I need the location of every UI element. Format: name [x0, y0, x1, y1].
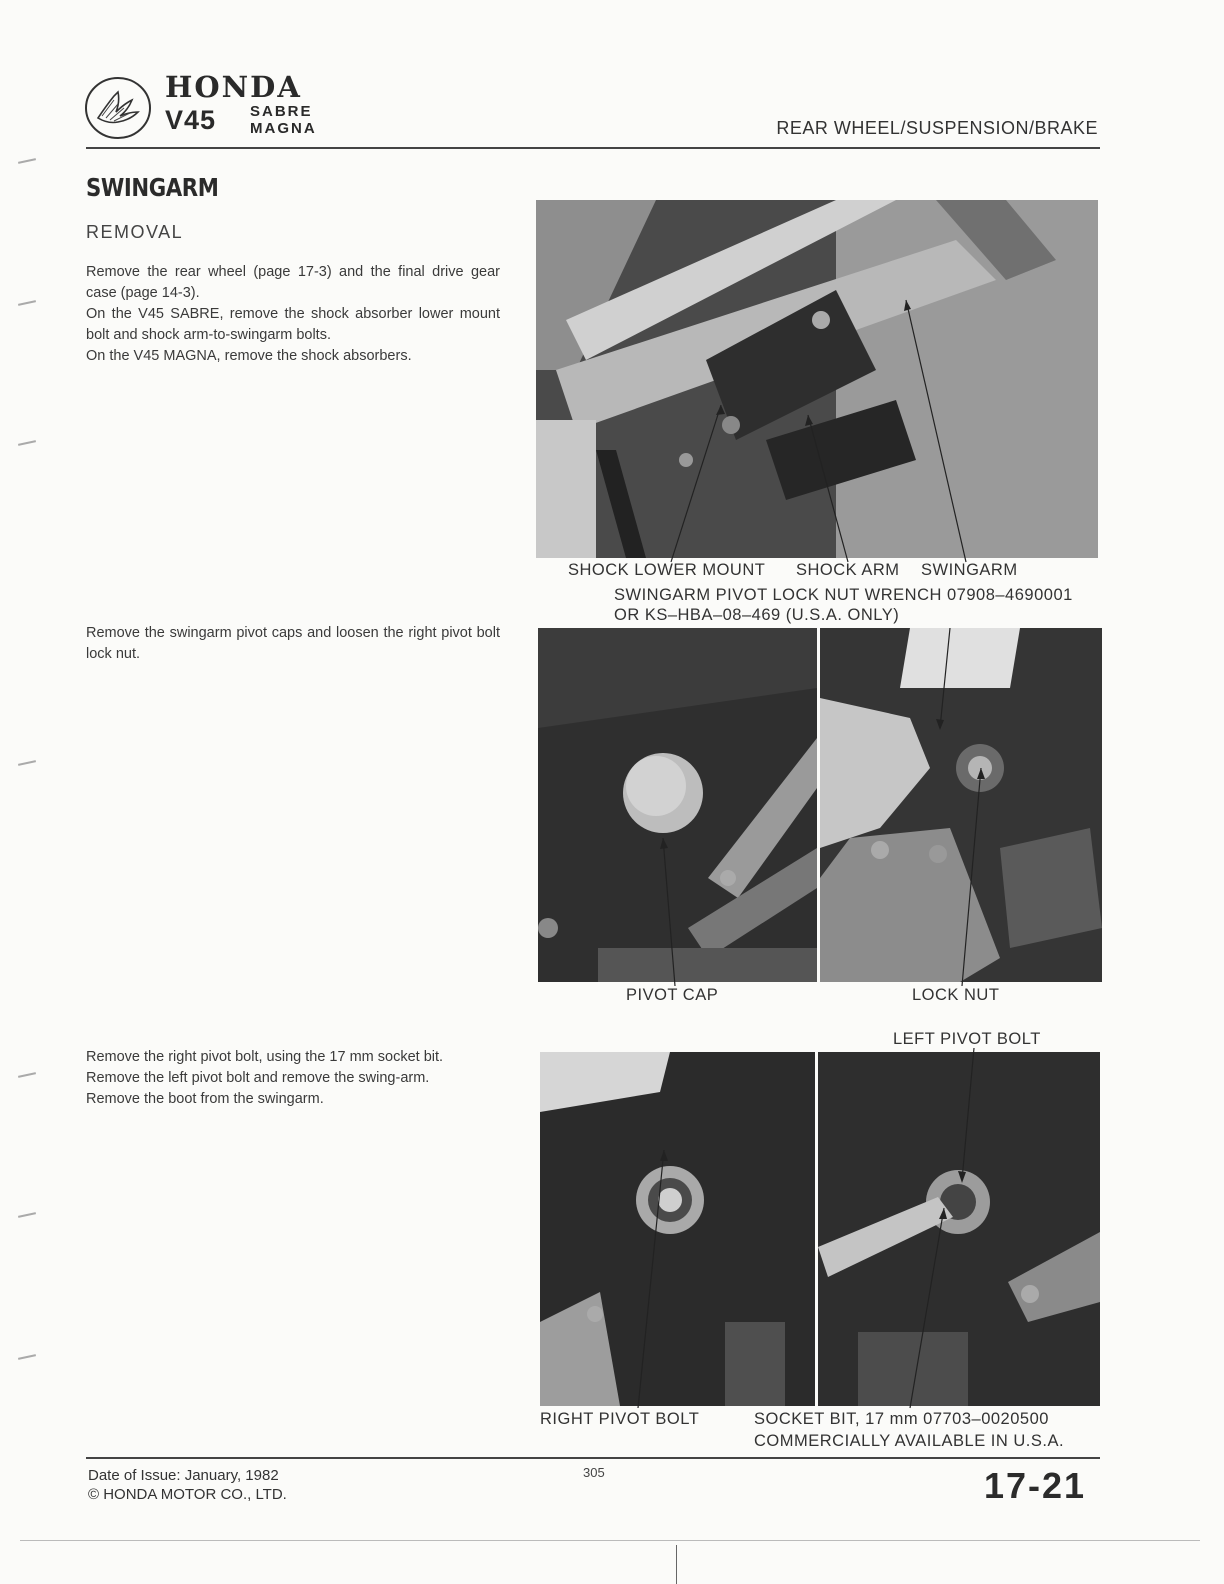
model-variants [250, 103, 317, 137]
margin-mark [18, 158, 36, 164]
tool-socket-bit-availability: COMMERCIALLY AVAILABLE IN U.S.A. [754, 1432, 1065, 1450]
instruction-line: Remove the right pivot bolt, using the 17 mm socket bit. [86, 1049, 444, 1065]
page-title: SWINGARM [86, 173, 219, 202]
honda-wing-emblem [84, 76, 152, 140]
instruction-line: Remove the swingarm pivot caps and loosen the right pivot bolt lock nut. [86, 625, 500, 662]
figure1-callouts [536, 200, 1098, 570]
instruction-line: On the V45 SABRE, remove the shock absorber lower mount bolt and shock arm-to-swingarm bolts. [86, 306, 500, 343]
brand-name: HONDA [165, 70, 302, 104]
margin-mark [18, 440, 36, 446]
margin-mark [18, 1072, 36, 1078]
step-1-instructions [86, 262, 500, 367]
bottom-scan-line [20, 1540, 1200, 1541]
sheet-number: 305 [583, 1465, 605, 1480]
copyright: © HONDA MOTOR CO., LTD. [88, 1486, 287, 1503]
margin-mark [18, 300, 36, 306]
margin-mark [18, 760, 36, 766]
step-2-instructions [86, 623, 500, 665]
instruction-line: Remove the left pivot bolt and remove the swing-arm. [86, 1070, 430, 1086]
tool-lock-nut-wrench-alt: OR KS–HBA–08–469 (U.S.A. ONLY) [614, 606, 900, 624]
label-left-pivot-bolt: LEFT PIVOT BOLT [893, 1030, 1041, 1048]
tool-socket-bit: SOCKET BIT, 17 mm 07703–0020500 [754, 1410, 1049, 1428]
variant-sabre: SABRE [250, 103, 313, 120]
label-shock-arm: SHOCK ARM [796, 561, 900, 579]
subheading: REMOVAL [86, 222, 184, 242]
section-header: REAR WHEEL/SUSPENSION/BRAKE [776, 118, 1098, 138]
footer-issue-info [88, 1466, 287, 1504]
step-3-instructions [86, 1047, 500, 1110]
label-right-pivot-bolt: RIGHT PIVOT BOLT [540, 1410, 700, 1428]
header-rule [86, 147, 1100, 149]
model-name: V45 [165, 105, 217, 135]
label-lock-nut: LOCK NUT [912, 986, 1000, 1004]
page-number: 17-21 [984, 1465, 1087, 1506]
variant-magna: MAGNA [250, 120, 317, 137]
label-shock-lower-mount: SHOCK LOWER MOUNT [568, 561, 766, 579]
instruction-line: Remove the rear wheel (page 17-3) and the final drive gear case (page 14-3). [86, 264, 500, 301]
label-swingarm: SWINGARM [921, 561, 1018, 579]
figure3-callouts [540, 1040, 1100, 1412]
footer-rule [86, 1457, 1100, 1459]
margin-mark [18, 1212, 36, 1218]
label-pivot-cap: PIVOT CAP [626, 986, 719, 1004]
instruction-line: Remove the boot from the swingarm. [86, 1091, 324, 1107]
binder-mark [676, 1545, 677, 1584]
instruction-line: On the V45 MAGNA, remove the shock absorbers. [86, 348, 412, 364]
tool-lock-nut-wrench: SWINGARM PIVOT LOCK NUT WRENCH 07908–4690001 [614, 586, 1073, 604]
margin-mark [18, 1354, 36, 1360]
date-of-issue: Date of Issue: January, 1982 [88, 1467, 279, 1484]
figure2-callouts [538, 620, 1102, 990]
